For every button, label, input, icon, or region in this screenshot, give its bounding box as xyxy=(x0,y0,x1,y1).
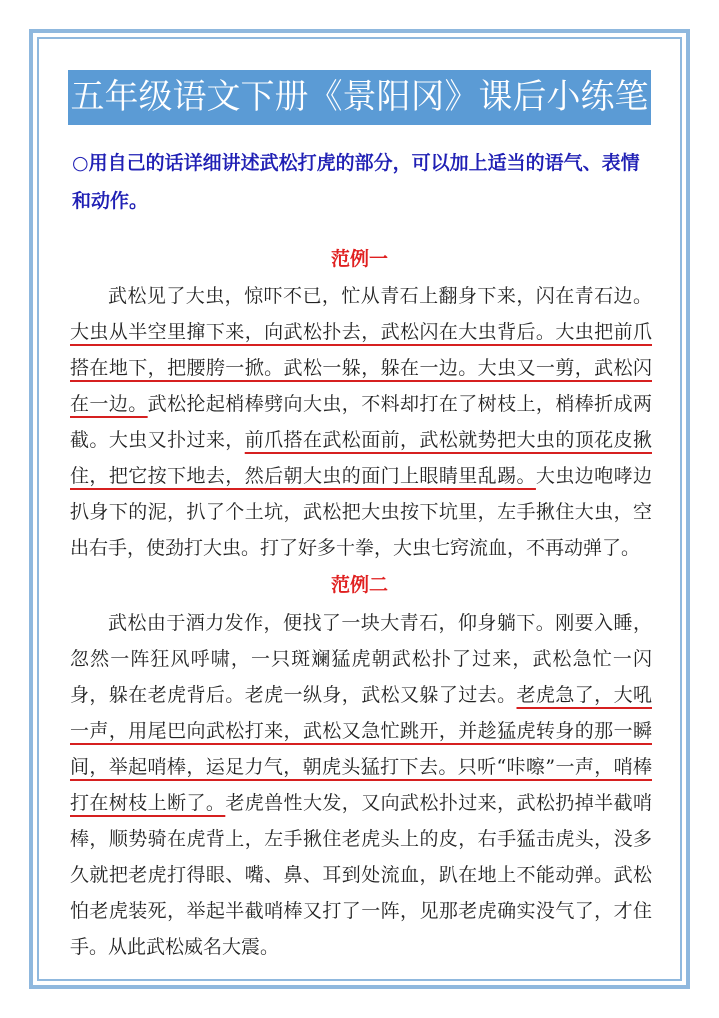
example-1-heading: 范例一 xyxy=(330,248,388,270)
example-1-paragraph xyxy=(70,278,652,566)
example-2-text: 老虎兽性大发，又向武松扑过来，武松扔掉半截哨棒，顺势骑在虎背上，左手揪住老虎头上的皮，右手猛击虎头，没多久就把老虎打得眼、嘴、鼻、耳到处流血，趴在地上不能动弹。武松怕老虎装死，举起半截哨棒又打了一阵，见那老虎确实没气了，才住手。从此武松威名大震。 xyxy=(70,792,652,958)
example-2-text: 武松由于酒力发作，便找了一块大青石，仰身躺下。刚要入睡，忽然一阵狂风呼啸，一只斑斓猛虎朝武松扑了过来，武松急忙一闪身，躲在老虎背后。老虎一纵身，武松又躲了过去。 xyxy=(70,612,652,706)
page-title: 五年级语文下册《景阳冈》课后小练笔 xyxy=(68,70,651,125)
example-1-text: 武松抡起梢棒劈向大虫，不料却打在了树枝上，梢棒折成两截。大虫又扑过来， xyxy=(70,393,652,451)
writing-prompt: ○用自己的话详细讲述武松打虎的部分，可以加上适当的语气、表情和动作。 xyxy=(72,152,640,212)
example-2-paragraph xyxy=(70,605,652,965)
example-2-underlined-text: 老虎急了，大吼一声，用尾巴向武松打来，武松又急忙跳开，并趁猛虎转身的那一瞬间，举起哨棒，运足力气，朝虎头猛打下去。只听“咔嚓”一声，哨棒打在树枝上断了。 xyxy=(70,684,652,814)
example-1-underlined-text: 大虫从半空里撺下来，向武松扑去，武松闪在大虫背后。大虫把前爪搭在地下，把腰胯一掀。武松一躲，躲在一边。大虫又一剪，武松闪在一边。 xyxy=(70,321,652,415)
example-1-underlined-text: 前爪搭在武松面前，武松就势把大虫的顶花皮揪住，把它按下地去，然后朝大虫的面门上眼睛里乱踢。 xyxy=(70,429,652,487)
example-1-text: 武松见了大虫，惊吓不已，忙从青石上翻身下来，闪在青石边。 xyxy=(108,285,652,307)
example-2-heading: 范例二 xyxy=(330,574,388,596)
example-1-text: 大虫边咆哮边扒身下的泥，扒了个土坑，武松把大虫按下坑里，左手揪住大虫，空出右手，使劲打大虫。打了好多十拳，大虫七窍流血，不再动弹了。 xyxy=(70,465,652,559)
